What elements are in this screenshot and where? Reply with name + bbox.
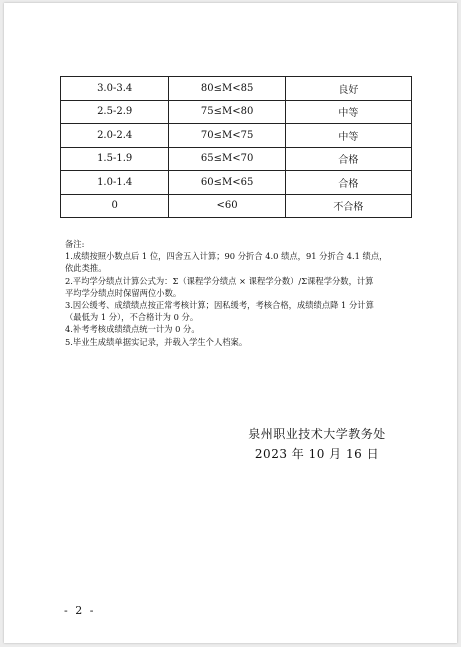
gpa-cell: 1.0-1.4 <box>61 171 169 195</box>
gpa-cell: 2.0-2.4 <box>61 124 169 148</box>
document-page <box>4 3 457 643</box>
grade-level-cell: 中等 <box>285 100 411 124</box>
table-row <box>61 100 412 124</box>
remark-line: （最低为 1 分），不合格计为 0 分。 <box>65 312 199 323</box>
table-row <box>61 171 412 195</box>
gpa-cell: 0 <box>61 194 169 218</box>
grade-level-cell: 良好 <box>285 77 411 101</box>
page-number: - 2 - <box>64 604 96 617</box>
table-row <box>61 194 412 218</box>
score-range-cell: <60 <box>169 194 286 218</box>
issue-date: 2023 年 10 月 16 日 <box>254 447 380 461</box>
remark-line: 依此类推。 <box>65 263 107 274</box>
score-range-cell: 70≤M<75 <box>169 124 286 148</box>
remarks-heading: 备注: <box>65 239 85 249</box>
grade-level-cell: 合格 <box>285 171 411 195</box>
table-row <box>61 124 412 148</box>
grade-level-cell: 不合格 <box>285 194 411 218</box>
table-row <box>61 147 412 171</box>
gpa-cell: 3.0-3.4 <box>61 77 169 101</box>
grade-level-cell: 中等 <box>285 124 411 148</box>
issuing-office: 泉州职业技术大学教务处 <box>248 427 386 441</box>
score-range-cell: 75≤M<80 <box>169 100 286 124</box>
score-range-cell: 80≤M<85 <box>169 77 286 101</box>
gpa-cell: 1.5-1.9 <box>61 147 169 171</box>
remarks-section <box>65 238 410 348</box>
remark-line: 平均学分绩点时保留两位小数。 <box>65 287 182 298</box>
score-range-cell: 60≤M<65 <box>169 171 286 195</box>
score-range-cell: 65≤M<70 <box>169 147 286 171</box>
grade-level-cell: 合格 <box>285 147 411 171</box>
remark-line: 3.因公缓考、成绩绩点按正常考核计算；因私缓考，考核合格，成绩绩点降 1 分计算 <box>65 300 374 311</box>
gpa-cell: 2.5-2.9 <box>61 100 169 124</box>
remark-line: 4.补考考核成绩绩点统一计为 0 分。 <box>65 324 200 335</box>
remark-line: 2.平均学分绩点计算公式为：Σ（课程学分绩点 × 课程学分数）/Σ课程学分数，计算 <box>65 275 374 286</box>
remark-line: 5.毕业生成绩单据实记录，并载入学生个人档案。 <box>65 336 248 347</box>
grade-conversion-table <box>60 76 412 218</box>
table-row <box>61 77 412 101</box>
remark-line: 1.成绩按照小数点后 1 位，四舍五入计算；90 分折合 4.0 绩点，91 分折合 4.1 绩点， <box>65 251 388 262</box>
